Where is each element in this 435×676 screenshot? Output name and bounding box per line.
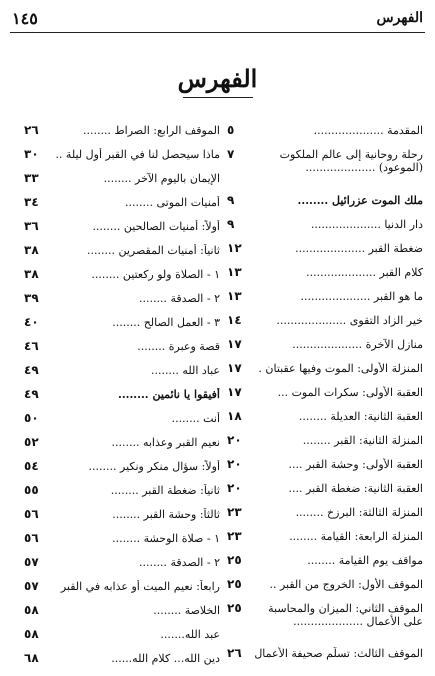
toc-entry-title: الموقف الثاني: الميزان والمحاسبة على الأعمال .................... (268, 601, 423, 628)
toc-entry-page: ٣٤ (24, 195, 39, 209)
toc-entry-page: ٥٧ (24, 579, 39, 593)
toc-entry-title: ١ - الصلاة ولو ركعتين ........ (91, 268, 220, 281)
toc-entry (24, 388, 220, 410)
toc-entry-title: أنت ........ (171, 412, 220, 425)
toc-entry (24, 172, 220, 194)
toc-entry-title: أفيقوا يا نائمين ........ (117, 388, 220, 401)
toc-entry-page: ٢٠ (227, 456, 242, 471)
toc-entry-title: ثالثاً: وحشة القبر ........ (112, 508, 220, 521)
toc-entry-page: ٢٠ (227, 432, 242, 447)
toc-entry-title: ما هو القبر .................... (300, 289, 423, 303)
toc-entry-title: ١ - صلاة الوحشة ........ (112, 532, 220, 545)
toc-entry-title: ملك الموت عزرائيل ........ (297, 193, 423, 207)
toc-entry-page: ٥٨ (24, 603, 39, 617)
toc-entry (227, 338, 423, 360)
toc-entry (227, 290, 423, 312)
toc-entry-title: عباد الله ........ (150, 364, 220, 377)
toc-entry (227, 242, 423, 264)
toc-entry (24, 220, 220, 242)
toc-entry-page: ٢٦ (227, 646, 242, 660)
toc-entry-page: ١٨ (227, 408, 242, 423)
toc-entry-title: المنزلة الثالثة: البرزخ ........ (295, 505, 423, 519)
toc-entry-page: ٥٨ (24, 627, 39, 641)
toc-entry-page: ٥ (227, 123, 235, 137)
toc-entry-title: العقبة الثانية: ضغطة القبر .... (288, 481, 423, 495)
toc-entry (24, 652, 220, 674)
toc-entry-page: ٢٣ (227, 504, 242, 519)
toc-entry (227, 434, 423, 456)
toc-entry-page: ٤٩ (24, 363, 39, 377)
toc-entry (24, 364, 220, 386)
toc-entry-page: ٤٠ (24, 315, 39, 329)
toc-entry (24, 580, 220, 602)
toc-entry-page: ٥٧ (24, 555, 39, 569)
toc-entry (227, 647, 423, 669)
toc-entry-page: ١٧ (227, 360, 242, 375)
toc-entry-page: ٢٥ (227, 600, 242, 615)
running-title: الفهرس (376, 10, 423, 26)
toc-entry (24, 292, 220, 314)
toc-entry (24, 268, 220, 290)
toc-entry (227, 602, 423, 645)
toc-entry (227, 506, 423, 528)
toc-entry (24, 316, 220, 338)
toc-entry (24, 532, 220, 554)
toc-entry-title: رابعاً: نعيم الميت أو عذابه في القبر (60, 580, 220, 593)
toc-entry (227, 410, 423, 432)
toc-entry-page: ٢٥ (227, 576, 242, 591)
toc-entry-page: ٤٩ (24, 387, 39, 401)
toc-entry (24, 244, 220, 266)
toc-entry-page: ٧ (227, 147, 235, 161)
toc-entry-title: ماذا سيحصل لنا في القبر أول ليلة .. (55, 148, 220, 161)
toc-entry (227, 218, 423, 240)
toc-entry-page: ٩ (227, 216, 235, 231)
toc-entry (227, 458, 423, 480)
toc-entry-title: المقدمة .................... (313, 124, 423, 137)
page-number: ١٤٥ (12, 8, 38, 28)
toc-entry-page: ٢٥ (227, 552, 242, 567)
toc-entry-title: المنزلة الرابعة: القيامة ........ (289, 529, 423, 543)
toc-entry-title: العقبة الأولى: سكرات الموت ... (277, 385, 423, 399)
toc-entry-title: ضغطة القبر .................... (295, 241, 423, 255)
toc-entry-title: الموقف الرابع: الصراط ........ (83, 124, 220, 137)
toc-entry-page: ٦٨ (24, 651, 39, 665)
toc-entry-title: العقبة الأولى: وحشة القبر .... (288, 457, 423, 471)
toc-entry-page: ٣٦ (24, 219, 39, 233)
toc-entry-title: عبد الله....... (160, 628, 220, 641)
toc-entry (24, 124, 220, 146)
toc-entry (24, 436, 220, 458)
toc-entry-title: قصة وعبرة ........ (137, 340, 220, 353)
toc-entry-page: ٣٣ (24, 171, 39, 185)
toc-entry (227, 482, 423, 504)
toc-entry (227, 554, 423, 576)
toc-entry-title: نعيم القبر وعذابه ........ (111, 436, 220, 449)
toc-entry-page: ٥٢ (24, 435, 39, 449)
toc-entry-title: أولاً: أمنيات الصالحين ........ (92, 220, 220, 233)
toc-entry-title: أمنيات الموتى ........ (125, 196, 220, 209)
toc-entry (24, 508, 220, 530)
header-divider (10, 32, 425, 33)
toc-entry-page: ٥٠ (24, 411, 39, 425)
toc-entry-page: ٥٦ (24, 507, 39, 521)
toc-entry (24, 460, 220, 482)
toc-entry-page: ١٣ (227, 288, 242, 303)
toc-entry (24, 340, 220, 362)
toc-entry-page: ٥٤ (24, 459, 39, 473)
toc-entry-page: ١٧ (227, 384, 242, 399)
toc-entry-title: ٢ - الصدقة ........ (139, 292, 220, 305)
toc-entry (24, 148, 220, 170)
toc-entry-page: ٩ (227, 192, 235, 207)
toc-entry-title: خير الزاد التقوى .................... (276, 313, 423, 327)
toc-entry-title: مواقف يوم القيامة ........ (307, 553, 423, 567)
page-header (12, 6, 423, 30)
toc-entry-page: ١٣ (227, 264, 242, 279)
toc-entry-title: الإيمان باليوم الآخر ........ (103, 172, 220, 185)
toc-entry-title: الموقف الثالث: تسلُّم صحيفة الأعمال (254, 647, 423, 660)
toc-entry-title: كلام القبر .................... (306, 265, 423, 279)
toc-entry-title: الموقف الأول: الخروج من القبر .. (269, 577, 423, 591)
toc-entry (227, 266, 423, 288)
toc-entry (227, 386, 423, 408)
toc-entry-page: ٢٠ (227, 480, 242, 495)
toc-entry-page: ٣٩ (24, 291, 39, 305)
toc-entry-title: منازل الآخرة .................... (292, 337, 423, 351)
toc-entry-title: ٣ - العمل الصالح ........ (112, 316, 220, 329)
toc-entry-title: العقبة الثانية: العديلة ........ (298, 409, 423, 423)
toc-entry-title: الخلاصة ........ (153, 604, 220, 617)
toc-entry-title: ثانياً: أمنيات المقصرين ........ (87, 244, 220, 257)
toc-entry-page: ٣٨ (24, 243, 39, 257)
toc-entry-page: ٢٦ (24, 123, 39, 137)
toc-entry-title: ٢ - الصدقة ........ (139, 556, 220, 569)
toc-entry-title: دار الدنيا .................... (310, 217, 423, 231)
toc-entry-page: ١٤ (227, 312, 242, 327)
toc-entry-page: ٢٣ (227, 528, 242, 543)
toc-column-right (227, 124, 423, 671)
toc-entry (227, 314, 423, 336)
toc-entry-page: ١٢ (227, 240, 242, 255)
toc-column-left (24, 124, 220, 676)
toc-entry-title: المنزلة الأولى: الموت وفيها عقبتان . (258, 361, 423, 375)
toc-entry-page: ٥٥ (24, 483, 39, 497)
toc-entry (227, 148, 423, 191)
toc-entry (227, 362, 423, 384)
toc-entry (24, 412, 220, 434)
toc-entry-title: دين الله... كلام الله...... (111, 652, 220, 665)
toc-entry (24, 604, 220, 626)
toc-entry-title: رحلة روحانية إلى عالم الملكوت (الموعود) .................... (279, 148, 423, 174)
toc-entry (227, 124, 423, 146)
toc-entry (227, 194, 423, 216)
toc-entry-page: ٤٦ (24, 339, 39, 353)
page-title: الفهرس (177, 64, 258, 93)
toc-entry (24, 484, 220, 506)
toc-entry-title: المنزلة الثانية: القبر ........ (302, 433, 423, 447)
toc-entry (24, 556, 220, 578)
toc-entry (227, 530, 423, 552)
toc-entry-page: ٥٦ (24, 531, 39, 545)
toc-entry (24, 196, 220, 218)
toc-entry-page: ٣٨ (24, 267, 39, 281)
toc-entry-page: ٣٠ (24, 147, 39, 161)
title-underline (183, 97, 253, 98)
toc-entry-title: ثانياً: ضغطة القبر ........ (110, 484, 220, 497)
toc-entry-title: أولاً: سؤال منكر ونكير ........ (88, 460, 220, 473)
toc-entry (227, 578, 423, 600)
toc-entry-page: ١٧ (227, 336, 242, 351)
toc-entry (24, 628, 220, 650)
